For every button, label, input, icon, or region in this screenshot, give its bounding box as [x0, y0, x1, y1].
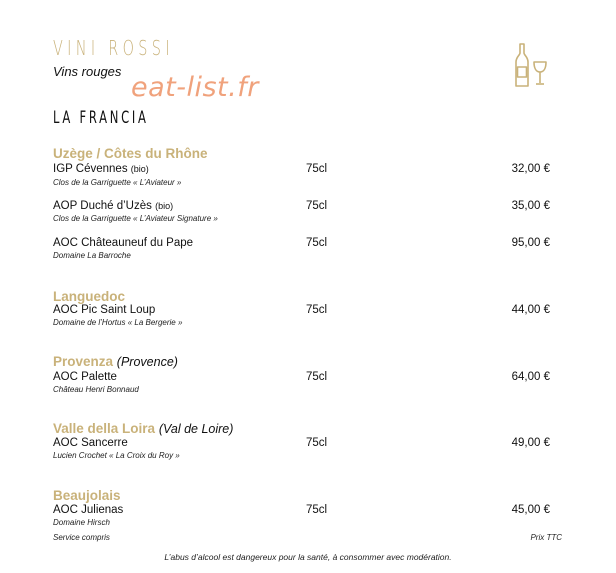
wine-name: [53, 163, 149, 175]
region-name: Provenza: [53, 354, 114, 369]
wine-tag: (bio): [130, 164, 149, 174]
wine-price: 64,00 €: [511, 371, 550, 383]
wine-price: 95,00 €: [511, 237, 550, 249]
region-subname: (Provence): [116, 355, 178, 369]
wine-bottle-glass-icon: [512, 42, 550, 88]
wine-price: 35,00 €: [511, 200, 550, 212]
wine-producer: Domaine La Barroche: [53, 251, 131, 260]
menu-subtitle: Vins rouges: [53, 64, 122, 79]
wine-producer: Domaine Hirsch: [53, 518, 110, 527]
region-heading: [53, 488, 121, 503]
region-heading: [53, 289, 125, 304]
region-heading: [53, 421, 233, 436]
region-name: Languedoc: [53, 289, 126, 304]
wine-name: [53, 200, 173, 212]
wine-name: [53, 504, 123, 516]
wine-label: AOC Palette: [53, 371, 117, 383]
wine-producer: Domaine de l’Hortus « La Bergerie »: [53, 318, 183, 327]
wine-size: 75cl: [306, 163, 328, 175]
watermark: eat-list.fr: [131, 72, 259, 103]
service-note: Service compris: [53, 533, 110, 542]
region-heading: [53, 146, 208, 161]
wine-size: 75cl: [306, 437, 328, 449]
menu-title: VINI ROSSI: [53, 36, 174, 60]
wine-price: 45,00 €: [511, 504, 550, 516]
wine-size: 75cl: [306, 371, 328, 383]
wine-size: 75cl: [306, 504, 328, 516]
wine-label: AOC Châteauneuf du Pape: [53, 237, 194, 249]
wine-price: 49,00 €: [511, 437, 550, 449]
wine-producer: Château Henri Bonnaud: [53, 385, 139, 394]
wine-price: 32,00 €: [511, 163, 550, 175]
wine-producer: Clos de la Garriguette « L’Aviateur »: [53, 178, 182, 187]
wine-name: [53, 437, 128, 449]
wine-size: 75cl: [306, 200, 328, 212]
wine-name: [53, 371, 117, 383]
wine-size: 75cl: [306, 304, 328, 316]
country-heading: LA FRANCIA: [53, 108, 149, 128]
wine-label: IGP Cévennes: [53, 163, 128, 175]
region-name: Valle della Loira: [53, 421, 156, 436]
wine-label: AOP Duché d’Uzès: [53, 200, 152, 212]
wine-name: [53, 304, 155, 316]
wine-price: 44,00 €: [511, 304, 550, 316]
wine-producer: Clos de la Garriguette « L’Aviateur Signature »: [53, 214, 218, 223]
alcohol-disclaimer: L’abus d’alcool est dangereux pour la santé, à consommer avec modération.: [164, 552, 452, 562]
wine-tag: (bio): [155, 201, 174, 211]
wine-producer: Lucien Crochet « La Croix du Roy »: [53, 451, 180, 460]
region-subname: (Val de Loire): [158, 422, 234, 436]
price-note: Prix TTC: [530, 533, 562, 542]
wine-label: AOC Sancerre: [53, 437, 128, 449]
wine-name: [53, 237, 193, 249]
region-heading: [53, 354, 178, 369]
region-name: Beaujolais: [53, 488, 121, 503]
wine-size: 75cl: [306, 237, 328, 249]
wine-label: AOC Pic Saint Loup: [53, 304, 156, 316]
region-name: Uzège / Côtes du Rhône: [53, 146, 208, 161]
wine-label: AOC Julienas: [53, 504, 124, 516]
